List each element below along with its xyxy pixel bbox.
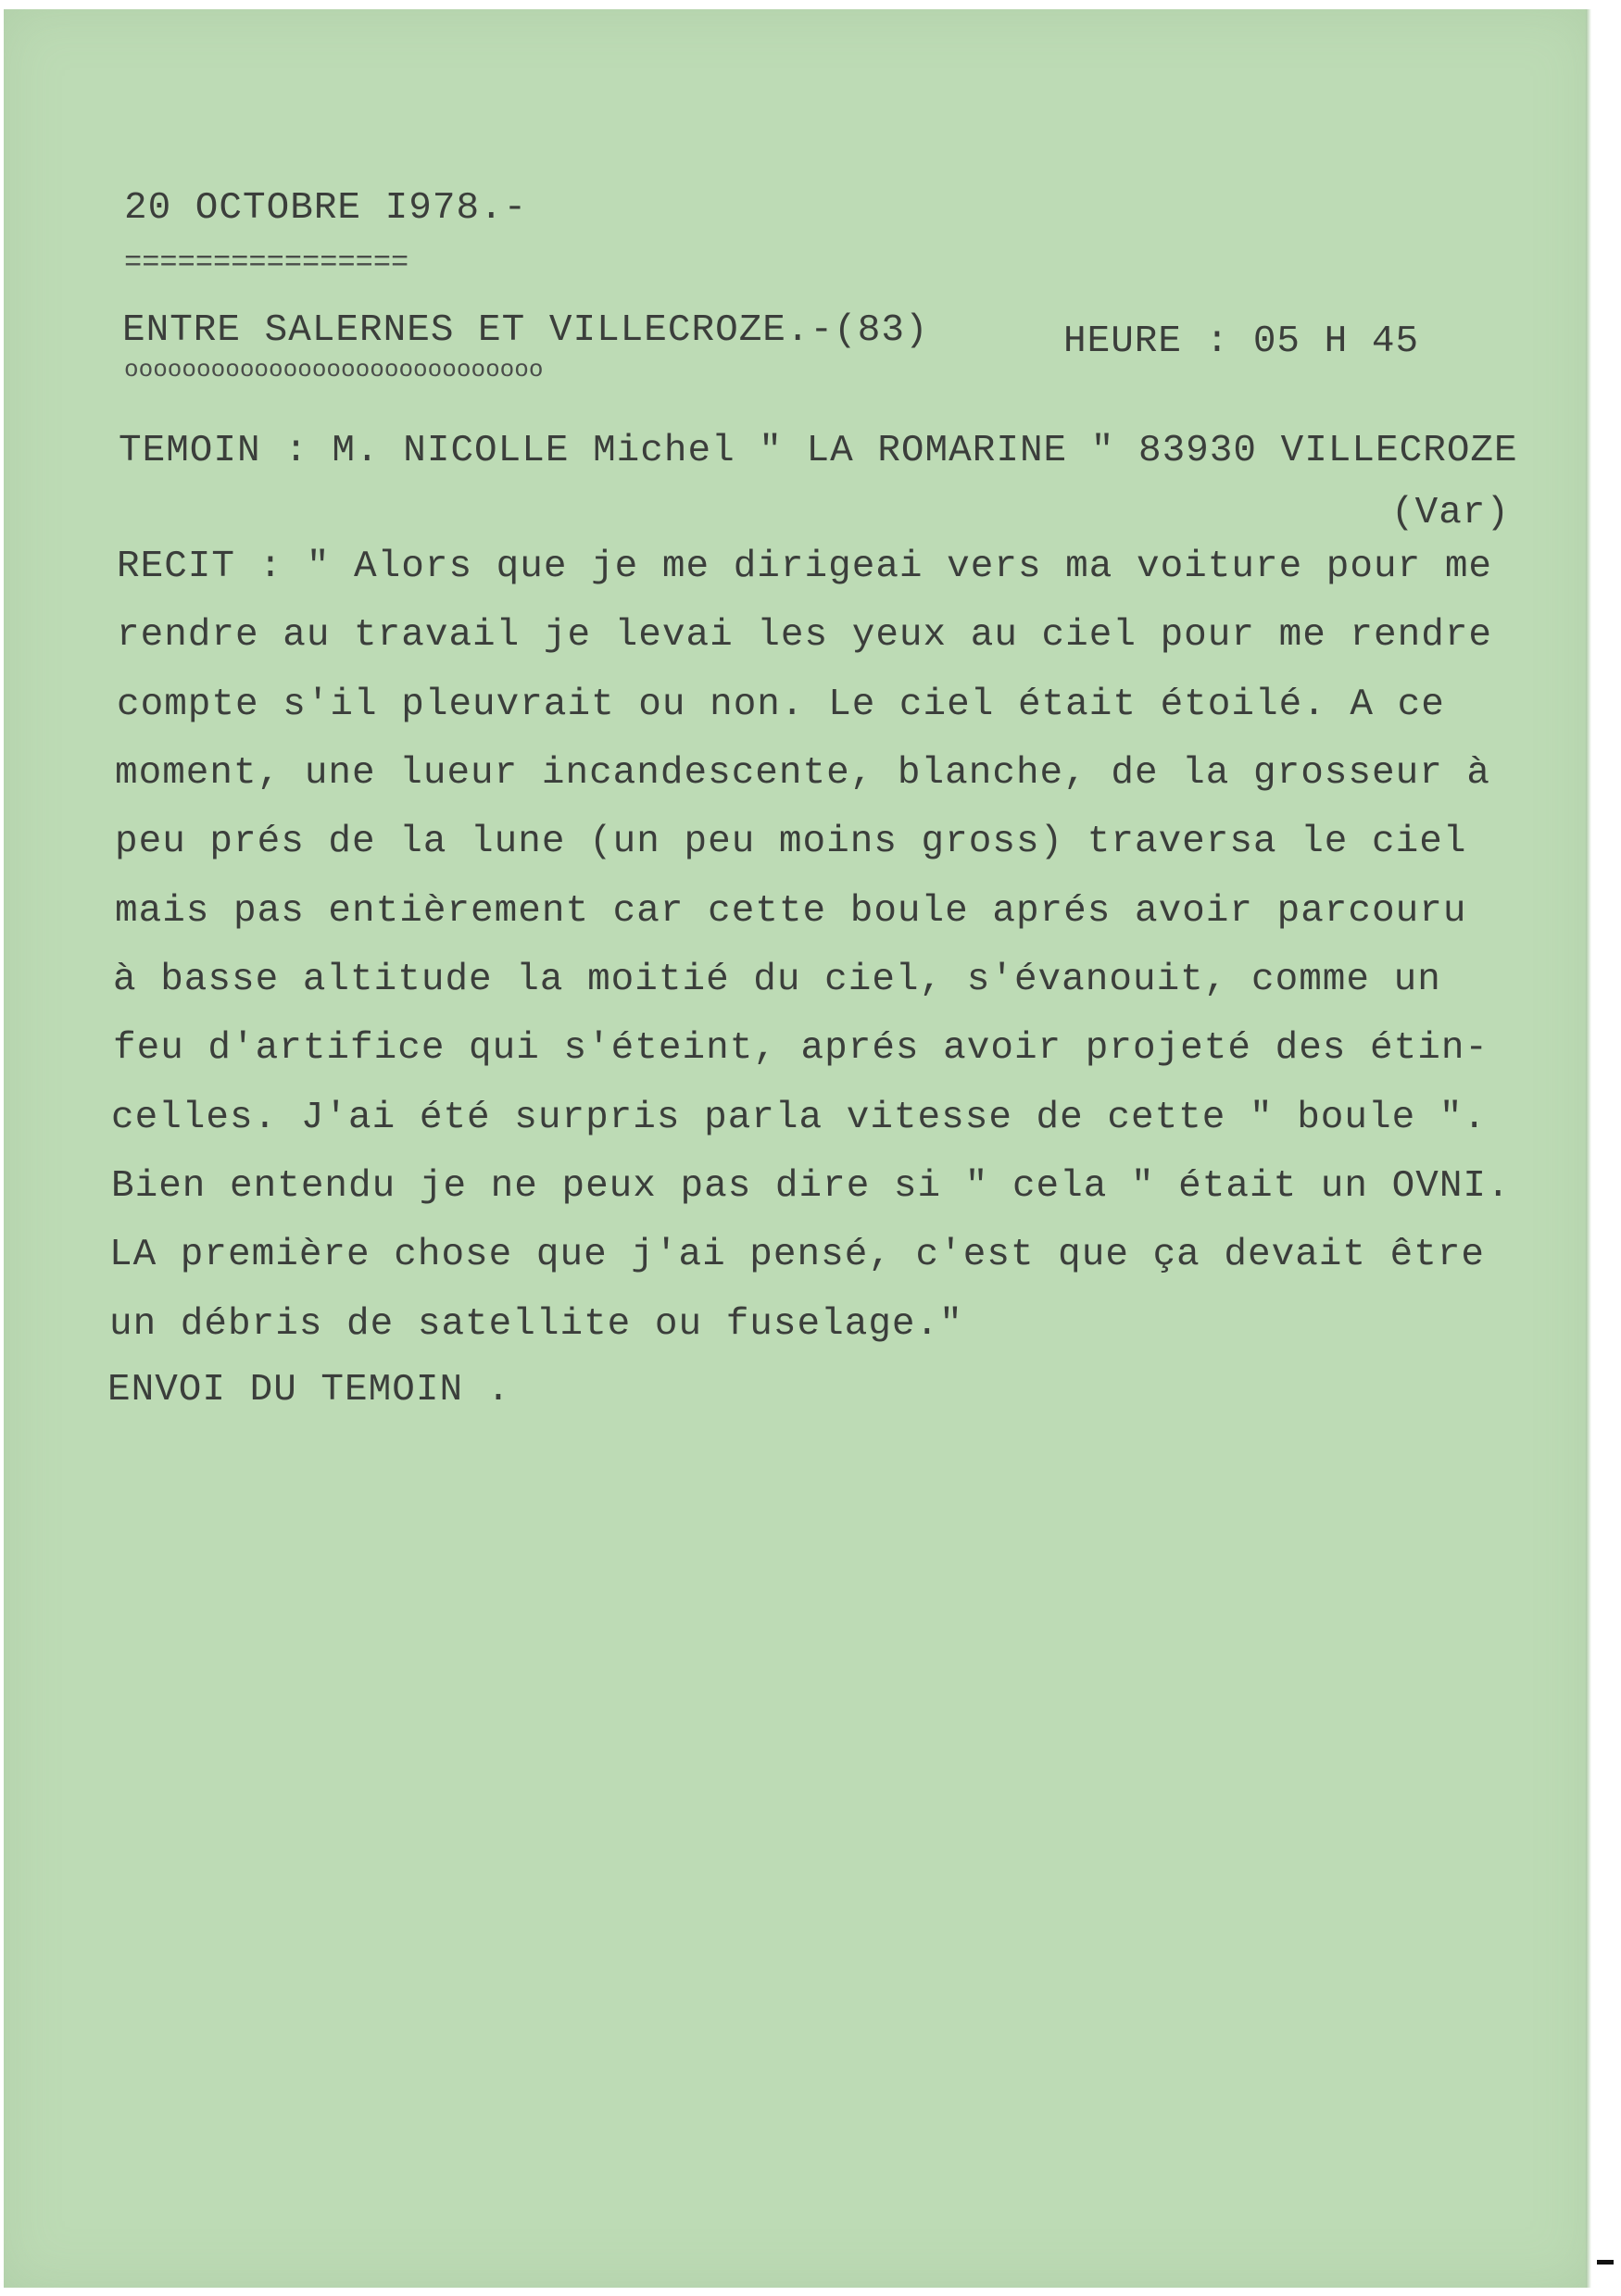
recit-line: rendre au travail je levai les yeux au ciel pour me rendre [117,614,1493,657]
report-date: 20 OCTOBRE I978.- [124,187,528,230]
recit-line: compte s'il pleuvrait ou non. Le ciel était étoilé. A ce [117,684,1445,726]
date-underline: ================ [124,245,409,280]
recit-line: à basse altitude la moitié du ciel, s'évanouit, comme un [113,959,1441,1001]
recit-line: celles. J'ai été surpris parla vitesse de cette " boule ". [111,1097,1488,1139]
recit-line: moment, une lueur incandescente, blanche, de la grosseur à [115,752,1491,795]
recit-line: feu d'artifice qui s'éteint, aprés avoir projeté des étin- [113,1027,1489,1070]
location-underline: ooooooooooooooooooooooooooooo [124,356,544,383]
recit-line: mais pas entièrement car cette boule aprés avoir parcouru [115,890,1467,933]
witness-region: (Var) [1391,492,1511,534]
envoi-line: ENVOI DU TEMOIN . [107,1369,511,1411]
recit-line: RECIT : " Alors que je me dirigeai vers ma voiture pour me [117,546,1493,588]
scan-corner-mark [1597,2260,1614,2265]
recit-line: peu prés de la lune (un peu moins gross) traversa le ciel [115,821,1467,863]
report-location: ENTRE SALERNES ET VILLECROZE.-(83) [122,309,929,352]
scan-margin [1591,0,1621,2296]
recit-line: Bien entendu je ne peux pas dire si " cela " était un OVNI. [111,1165,1511,1208]
recit-line: un débris de satellite ou fuselage." [109,1303,963,1346]
report-time: HEURE : 05 H 45 [1063,320,1420,363]
witness-line: TEMOIN : M. NICOLLE Michel " LA ROMARINE " 83930 VILLECROZE [119,430,1518,472]
recit-line: LA première chose que j'ai pensé, c'est que ça devait être [109,1234,1486,1276]
